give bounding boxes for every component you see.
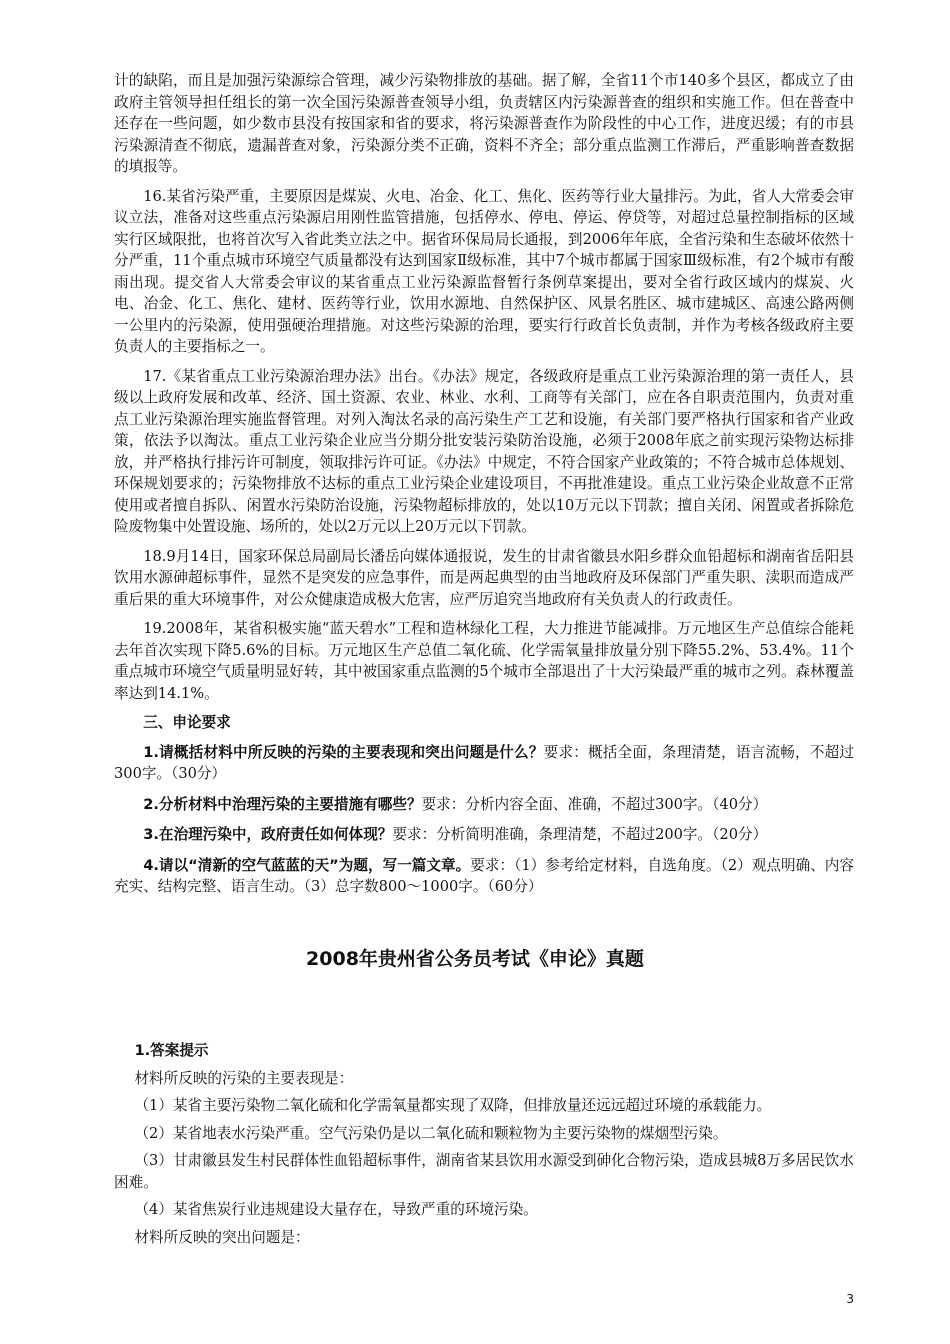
material-section (114, 70, 854, 907)
requirements-heading: 三、申论要求 (143, 714, 231, 731)
material-paragraph-19: 19.2008年，某省积极实施“蓝天碧水”工程和造林绿化工程，大力推进节能减排。万元地区生产总值综合能耗去年首次实现下降5.6%的目标。万元地区生产总值二氧化硫、化学需氧量排放量分别下降55.2%、53.4%。11个重点城市环境空气质量明显好转，其中被国家重点监测的5个城市全部退出了十大污染最严重的城市之列。森林覆盖率达到14.1%。 (114, 620, 854, 702)
requirement-1 (114, 742, 854, 785)
requirement-3 (114, 824, 854, 846)
answer-section (114, 1040, 854, 1254)
answer-title: 2008年贵州省公务员考试《申论》真题 (306, 948, 644, 970)
requirement-detail: 要求：分析简明准确，条理清楚，不超过200字。（20分） (392, 826, 768, 843)
requirement-detail: 要求：（1）参考给定材料，自选角度。（2）观点明确、内容充实、结构完整、语言生动。（3）总字数800～1000字。（60分） (114, 856, 854, 895)
requirement-question: 4.请以“清新的空气蓝蓝的天”为题，写一篇文章。 (143, 856, 471, 874)
material-paragraph-17: 17.《某省重点工业污染源治理办法》出台。《办法》规定，各级政府是重点工业污染源治理的第一责任人，县级以上政府发展和改革、经济、国土资源、农业、林业、水利、工商等有关部门，应在各自职责范围内，负责对重点工业污染源治理实施监督管理。对列入淘汰名录的高污染生产工艺和设施，有关部门要严格执行国家和省产业政策，依法予以淘汰。重点工业污染企业应当分期分批安装污染防治设施，必须于2008年底之前实现污染物达标排放，并严格执行排污许可制度，领取排污许可证。《办法》中规定，不符合国家产业政策的；不符合城市总体规划、环保规划要求的；污染物排放不达标的重点工业污染企业建设项目，不再批准建设。重点工业污染企业故意不正常使用或者擅自拆队、闲置水污染防治设施，污染物超标排放的，处以10万元以下罚款；擅自关闭、闲置或者拆除危险废物集中处置设施、场所的，处以2万元以上20万元以下罚款。 (114, 367, 854, 535)
material-paragraph-16: 16.某省污染严重，主要原因是煤炭、火电、冶金、化工、焦化、医药等行业大量排污。为此，省人大常委会审议立法，准备对这些重点污染源启用刚性监管措施，包括停水、停电、停运、停贷等，对超过总量控制指标的区域实行区域限批，也将首次写入省此类立法之中。据省环保局局长通报，到2006年年底，全省污染和生态破坏依然十分严重，11个重点城市环境空气质量都没有达到国家Ⅱ级标准，其中7个城市都属于国家Ⅲ级标准，有2个城市有酸雨出现。提交省人大常委会审议的某省重点工业污染源监督暂行条例草案提出，要对全省行政区域内的煤炭、火电、冶金、化工、焦化、建材、医药等行业，饮用水源地、自然保护区、风景名胜区、城市建城区、高速公路两侧一公里内的污染源，使用强硬治理措施。对这些污染源的治理，要实行行政首长负责制，并作为考核各级政府主要负责人的主要指标之一。 (114, 187, 854, 355)
requirement-4 (114, 855, 854, 898)
page-number: 3 (846, 1292, 854, 1306)
requirement-question: 2.分析材料中治理污染的主要措施有哪些？ (143, 795, 422, 813)
requirement-detail: 要求：分析内容全面、准确，不超过300字。（40分） (421, 795, 768, 813)
answer-line: （2）某省地表水污染严重。空气污染仍是以二氧化硫和颗粒物为主要污染物的煤烟型污染。 (134, 1124, 728, 1142)
answer-line: 材料所反映的污染的主要表现是： (134, 1069, 354, 1087)
requirement-2 (114, 794, 854, 816)
answer-line: （4）某省焦炭行业违规建设大量存在，导致严重的环境污染。 (134, 1201, 538, 1218)
answer-line: （1）某省主要污染物二氧化硫和化学需氧量都实现了双降，但排放量还远远超过环境的承载能力。 (134, 1097, 772, 1114)
answer-line: （3）甘肃徽县发生村民群体性血铅超标事件，湖南省某县饮用水源受到砷化合物污染，造成县城8万多居民饮水困难。 (114, 1152, 854, 1191)
material-paragraph-18: 18.9月14日，国家环保总局副局长潘岳向媒体通报说，发生的甘肃省徽县水阳乡群众血铅超标和湖南省岳阳县饮用水源砷超标事件，显然不是突发的应急事件，而是两起典型的由当地政府及环保部门严重失职、渎职而造成严重后果的重大环境事件，对公众健康造成极大危害，应严厉追究当地政府有关负责人的行政责任。 (114, 547, 854, 608)
requirement-question: 3.在治理污染中，政府责任如何体现？ (143, 826, 393, 843)
requirement-question: 1.请概括材料中所反映的污染的主要表现和突出问题是什么？ (143, 743, 544, 761)
requirement-detail: 要求：概括全面，条理清楚，语言流畅，不超过300字。（30分） (114, 743, 854, 782)
answer-line: 材料所反映的突出问题是： (134, 1228, 310, 1246)
intro-paragraph: 计的缺陷，而且是加强污染源综合管理，减少污染物排放的基础。据了解，全省11个市140多个县区，都成立了由政府主管领导担任组长的第一次全国污染源普查领导小组，负责辖区内污染源普查的组织和实施工作。但在普查中还存在一些问题，如少数市县没有按国家和省的要求，将污染源普查作为阶段性的中心工作，进度迟缓；有的市县污染源清查不彻底，遗漏普查对象，污染源分类不正确，资料不齐全；部分重点监测工作滞后，严重影响普查数据的填报等。 (114, 72, 854, 175)
answer-heading: 1.答案提示 (134, 1042, 209, 1059)
